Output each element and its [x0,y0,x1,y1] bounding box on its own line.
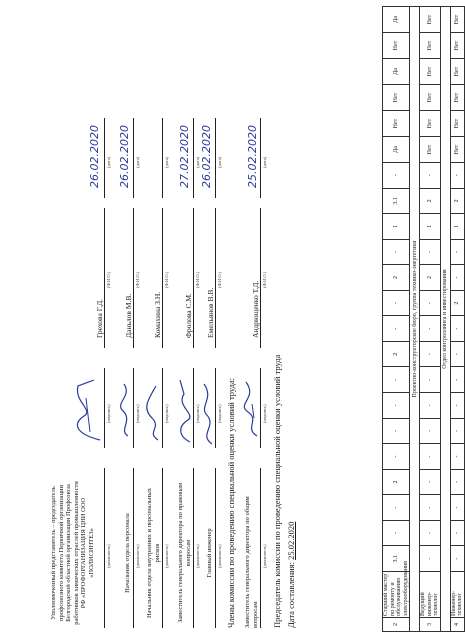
table-cell: - [383,367,410,393]
table-cell: - [450,520,464,546]
table-cell: - [450,546,464,572]
member-signature [174,376,196,446]
table-cell: - [420,316,441,342]
chair-heading: Председатель комиссии по проведению специальной оценки условий труда [272,354,282,628]
table-cell: - [420,163,441,189]
sout-results-table [382,6,465,632]
hint-fio: (Ф.И.О.) [262,271,267,288]
date-label: Дата составления: 25.02.2020 [286,521,296,628]
table-cell: - [420,393,441,419]
table-cell: - [450,265,464,291]
member-role: Главный инженер [206,528,213,578]
table-cell: - [420,546,441,572]
position-name: Инженер-технолог [450,572,464,618]
table-cell: Нет [450,85,464,111]
table-cell: Нет [450,7,464,33]
table-cell: 1 [450,214,464,240]
table-cell: - [420,239,441,265]
document-sheet: 2 Старший мастер по ремонту и обслуживанию электрооборудования 3.1 - - 2 - - - - 2 - - 2 - 1 3.1 - Да Нет Нет Да Нет Да Проектно-конструкторское бюро, группа технико-энергетики 3 Ведущий инженер-технолог - - - - - - - - - - - 2 - 1 2 - Нет Нет Нет Нет Нет Нет Отдел контроллинга и инвестирования 4 Инженер-технолог - - - - - - - - - - 2 - - 1 2 - Нет Нет Нет Нет Нет Нет Дата составления: 25.02.2020 Председатель комиссии по проведению специальной оценки условий труда Заместитель генерального директора по общим вопросам (должность) (подпись) Андрющенко Т.Д. (Ф.И.О.) 25.02.2020 (дата) Члены комиссии по проведению специальной оценки условий труда: Главный инженер (должность) (подпись) Емельянов В.В. (Ф.И.О.) 26.02.2020 (дата) Заместитель генерального директора по правовым вопросам (должность) (подпись) Фролова С.М. (Ф.И.О.) 27.02.2020 (дата) Начальник отдела внутренних и персональных рисков (должность) (подпись) Комахина З.Н. (Ф.И.О.) (дата) Начальник отдела персонала (должность) (подпись) Даньлов М.В. (Ф.И.О.) 26.02.2020 (дата) Уполномоченный представитель – председатель профсоюзного комитета Первичной организации Белгородской областной организации Профсоюза работников химических отраслей промышленности РФ «ПРОФОРГАНИЗАЦИЯ ЦНИ ООО «ПОЛИСИНТЕЗ» (должность) (подпись) Грехова Г.Д. (Ф.И.О.) 26.02.2020 (дата) [0,0,451,638]
table-cell: - [450,418,464,444]
table-section-row [440,7,450,632]
table-cell: Нет [383,85,410,111]
member-date: 26.02.2020 [200,125,213,188]
table-cell: 3.1 [383,188,410,214]
table-cell: Нет [450,33,464,59]
table-cell: 2 [383,265,410,291]
table-cell: - [450,495,464,521]
table-cell: Да [383,137,410,163]
table-cell: Да [383,7,410,33]
member-role: Уполномоченный представитель – председатель профсоюзного комитета Первичной организации Белгородской областной организации Профсоюза работников химических отраслей промышленности РФ «ПРОФОРГАНИЗАЦИЯ ЦНИ ООО «ПОЛИСИНТЕЗ» [50,481,95,625]
table-cell: - [420,469,441,495]
table-cell: - [420,495,441,521]
table-cell: - [450,163,464,189]
member-name: Комахина З.Н. [153,291,162,338]
table-cell: 2 [383,469,410,495]
table-cell: - [420,341,441,367]
section-title: Отдел контроллинга и инвестирования [440,7,450,632]
table-cell: Нет [420,111,441,137]
members-heading: Члены комиссии по проведению специальной оценки условий труда: [226,377,236,628]
chair-role: Заместитель генерального директора по общим вопросам [244,496,259,628]
table-cell: - [450,341,464,367]
table-cell: 2 [450,188,464,214]
member-signature [116,380,136,440]
table-cell: 2 [420,188,441,214]
chair-date: 25.02.2020 [246,125,259,188]
table-cell: - [383,393,410,419]
row-number: 3 [420,618,441,632]
chair-signature [242,378,262,438]
table-cell: Нет [420,85,441,111]
table-cell: - [383,444,410,470]
member-date: 27.02.2020 [178,125,191,188]
member-signature [198,378,218,448]
table-cell: - [450,239,464,265]
member-date: 26.02.2020 [88,125,101,188]
table-cell: 1 [383,214,410,240]
table-cell: Да [383,59,410,85]
table-cell: - [420,367,441,393]
member-name: Даньлов М.В. [124,293,133,338]
table-cell: Нет [450,59,464,85]
table-cell: - [383,316,410,342]
table-cell: Нет [450,111,464,137]
table-cell: - [450,444,464,470]
member-name: Емельянов В.В. [206,287,215,338]
table-cell: 3.1 [383,546,410,572]
table-cell: Нет [420,59,441,85]
table-cell: - [383,495,410,521]
hint-role: (должность) [262,544,267,568]
table-cell: 1 [420,214,441,240]
row-number: 4 [450,618,464,632]
table-cell: 2 [383,341,410,367]
hint-signature: (подпись) [262,404,267,423]
table-cell: - [420,290,441,316]
table-cell: Нет [450,137,464,163]
member-role: Заместитель генерального директора по правовым вопросам [177,483,192,623]
table-cell: Нет [383,111,410,137]
position-name: Старший мастер по ремонту и обслуживанию электрооборудования [383,561,409,616]
member-signature [70,376,104,446]
table-cell: - [383,418,410,444]
table-cell: - [383,520,410,546]
member-name: Грехова Г.Д. [95,298,104,338]
member-role: Начальник отдела персонала [124,513,131,593]
table-cell: - [450,393,464,419]
table-cell: 2 [420,265,441,291]
table-row [450,7,464,632]
table-cell: - [420,418,441,444]
member-role: Начальник отдела внутренних и персональных рисков [146,487,161,619]
member-date: 26.02.2020 [118,125,131,188]
table-cell: Нет [420,137,441,163]
hint-date: (дата) [262,156,267,168]
table-cell: Нет [420,33,441,59]
table-cell: - [420,520,441,546]
table-cell: Нет [420,7,441,33]
position-name: Ведущий инженер-технолог [420,572,441,618]
table-cell: - [383,163,410,189]
table-section-row [410,7,420,632]
table-row [383,7,410,632]
member-signature [144,382,164,444]
table-cell: - [450,367,464,393]
table-cell: - [383,239,410,265]
section-title: Проектно-конструкторское бюро, группа технико-энергетики [410,7,420,632]
table-cell: Нет [383,33,410,59]
row-number: 2 [383,618,410,632]
table-cell: 2 [450,290,464,316]
table-cell: - [450,469,464,495]
date-value: 25.02.2020 [286,521,296,560]
table-row [420,7,441,632]
table-cell: - [420,444,441,470]
table-cell: - [383,290,410,316]
member-name: Фролова С.М. [184,293,193,338]
table-cell: - [450,316,464,342]
chair-name: Андрющенко Т.Д. [251,280,260,338]
